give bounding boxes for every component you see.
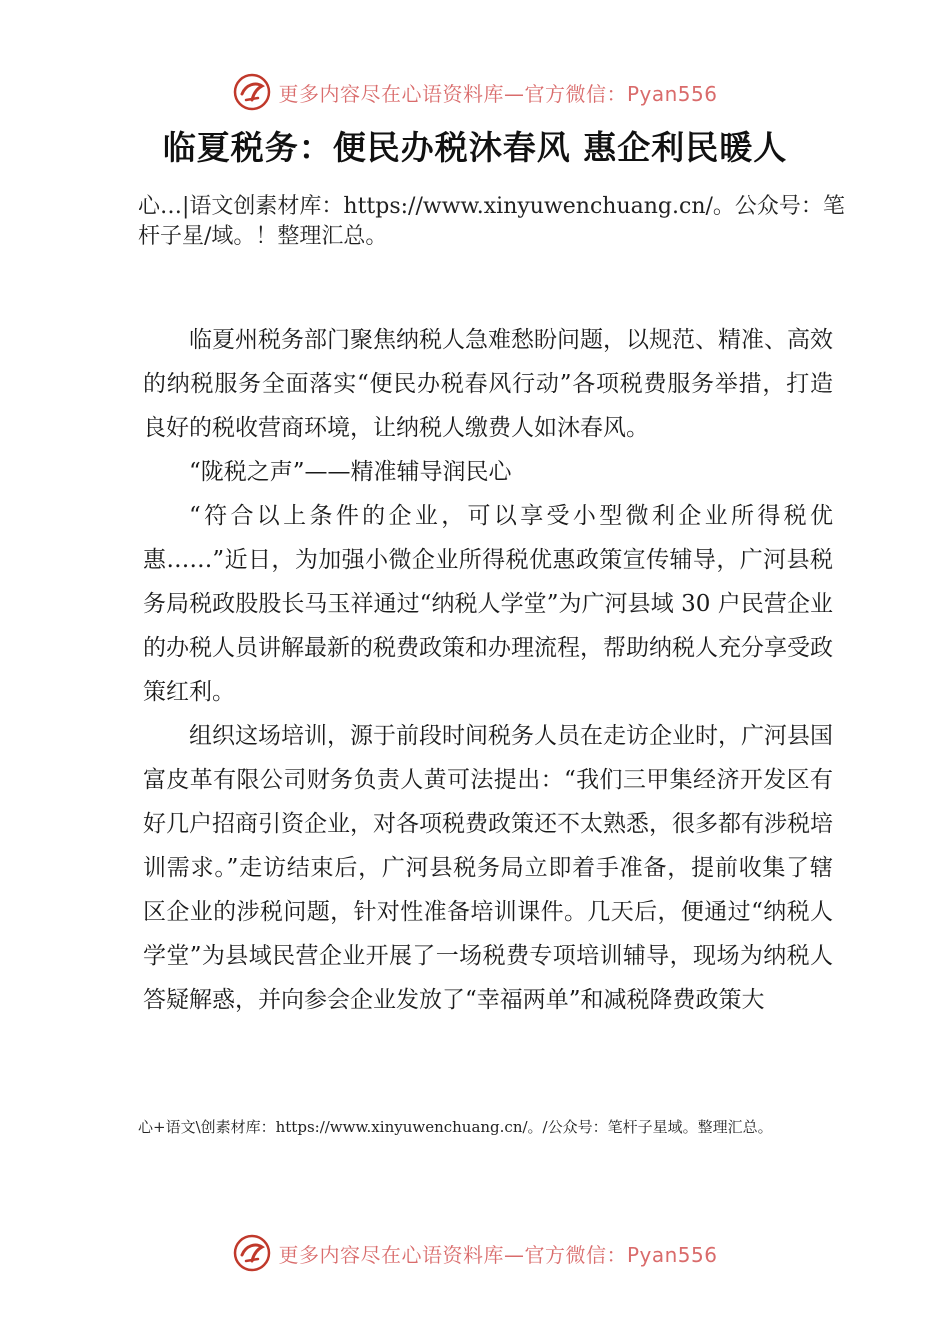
banner-text: 更多内容尽在心语资料库—官方微信：Pyan556	[278, 1242, 718, 1267]
article-body	[143, 318, 833, 1022]
page-title: 临夏税务：便民办税沐春风 惠企利民暖人	[162, 128, 788, 167]
brand-logo-icon	[232, 1233, 272, 1273]
paragraph: 组织这场培训，源于前段时间税务人员在走访企业时，广河县国富皮革有限公司财务负责人黄可法提出：“我们三甲集经济开发区有好几户招商引资企业，对各项税费政策还不太熟悉，很多都有涉税培训需求。”走访结束后，广河县税务局立即着手准备，提前收集了辖区企业的涉税问题，针对性准备培训课件。几天后，便通过“纳税人学堂”为县域民营企业开展了一场税费专项培训辅导，现场为纳税人答疑解惑，并向参会企业发放了“幸福两单”和减税降费政策大	[143, 723, 833, 1013]
source-line: 心…|语文创素材库：https://www.xinyuwenchuang.cn/。公众号：笔杆子星/域。！整理汇总。	[138, 194, 845, 249]
brand-logo-icon	[232, 72, 272, 112]
paragraph: 临夏州税务部门聚焦纳税人急难愁盼问题，以规范、精准、高效的纳税服务全面落实“便民办税春风行动”各项税费服务举措，打造良好的税收营商环境，让纳税人缴费人如沐春风。	[143, 327, 833, 441]
paragraph: “符合以上条件的企业，可以享受小型微利企业所得税优惠……”近日，为加强小微企业所得税优惠政策宣传辅导，广河县税务局税政股股长马玉祥通过“纳税人学堂”为广河县域 30 户民营企业的办税人员讲解最新的税费政策和办理流程，帮助纳税人充分享受政策红利。	[143, 503, 833, 705]
footer-banner	[0, 1231, 950, 1275]
banner-text: 更多内容尽在心语资料库—官方微信：Pyan556	[278, 81, 718, 106]
header-banner	[0, 70, 950, 114]
footer-note: 心+语文\创素材库：https://www.xinyuwenchuang.cn/。/公众号：笔杆子星域。整理汇总。	[138, 1118, 773, 1136]
section-heading: “陇税之声”——精准辅导润民心	[189, 459, 512, 485]
